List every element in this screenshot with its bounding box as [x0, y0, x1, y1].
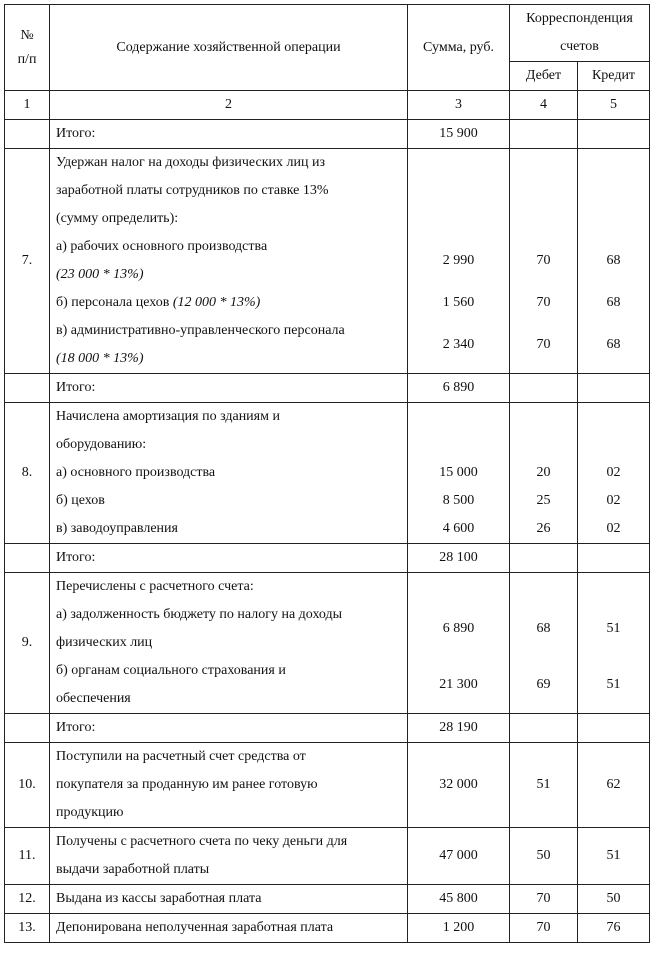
debit-value: 70 [536, 295, 551, 310]
operation-number: 10. [5, 743, 50, 828]
header-num-line2: п/п [17, 51, 37, 67]
desc-line: а) задолженность бюджету по налогу на доходы [56, 607, 343, 622]
header-amount: Сумма, руб. [408, 5, 510, 91]
credit-account: 51 [578, 828, 650, 885]
credit-value: 68 [606, 337, 621, 352]
header-description: Содержание хозяйственной операции [50, 5, 408, 91]
credit-account: 50 [578, 885, 650, 914]
desc-line: физических лиц [56, 635, 153, 650]
operation-amount: 47 000 [408, 828, 510, 885]
debit-value: 20 [536, 465, 551, 480]
amount-value: 21 300 [439, 677, 478, 692]
amount-value: 2 340 [442, 337, 475, 352]
total-amount: 6 890 [408, 374, 510, 403]
desc-line: б) цехов [56, 493, 105, 508]
operation-number: 11. [5, 828, 50, 885]
header-num [5, 5, 50, 91]
operation-amount: 45 800 [408, 885, 510, 914]
operation-description [50, 743, 408, 828]
debit-account [510, 403, 578, 544]
total-label: Итого: [50, 544, 408, 573]
amount-value: 4 600 [442, 521, 475, 536]
calc-text: (12 000 * 13%) [172, 295, 261, 310]
operation-description [50, 573, 408, 714]
operation-row-7 [5, 149, 650, 374]
index-cell: 5 [578, 91, 650, 120]
total-row [5, 120, 650, 149]
operation-description: Депонирована неполученная заработная плата [50, 914, 408, 943]
total-amount: 15 900 [408, 120, 510, 149]
desc-line: обеспечения [56, 691, 131, 706]
amount-value: 8 500 [442, 493, 475, 508]
credit-value: 51 [606, 621, 621, 636]
operation-amount [408, 403, 510, 544]
total-row [5, 714, 650, 743]
debit-account: 70 [510, 914, 578, 943]
credit-value: 02 [606, 493, 621, 508]
credit-account: 76 [578, 914, 650, 943]
credit-value: 68 [606, 295, 621, 310]
total-amount: 28 190 [408, 714, 510, 743]
operation-description [50, 149, 408, 374]
desc-line: Перечислены с расчетного счета: [56, 579, 254, 594]
credit-account [578, 403, 650, 544]
desc-line: в) заводоуправления [56, 521, 178, 536]
desc-line: Получены с расчетного счета по чеку деньги для [56, 834, 348, 849]
operation-description [50, 828, 408, 885]
operation-number: 13. [5, 914, 50, 943]
index-cell: 1 [5, 91, 50, 120]
desc-line: а) рабочих основного производства [56, 239, 268, 254]
debit-value: 68 [536, 621, 551, 636]
desc-line [56, 289, 401, 317]
operation-row-9 [5, 573, 650, 714]
desc-line: а) основного производства [56, 465, 216, 480]
operation-number: 9. [5, 573, 50, 714]
desc-text: б) персонала цехов [56, 295, 173, 310]
debit-account [510, 573, 578, 714]
total-row [5, 374, 650, 403]
debit-value: 69 [536, 677, 551, 692]
desc-line: покупателя за проданную им ранее готовую [56, 777, 318, 792]
desc-line: продукцию [56, 805, 124, 820]
header-row [5, 5, 650, 62]
debit-value: 25 [536, 493, 551, 508]
operation-description [50, 403, 408, 544]
debit-account: 50 [510, 828, 578, 885]
journal-table [4, 4, 650, 943]
desc-line: выдачи заработной платы [56, 862, 210, 877]
calc-line: (23 000 * 13%) [56, 267, 144, 282]
debit-value: 70 [536, 253, 551, 268]
index-cell: 2 [50, 91, 408, 120]
total-label: Итого: [50, 714, 408, 743]
header-credit: Кредит [578, 62, 650, 91]
operation-amount [408, 149, 510, 374]
credit-account [578, 149, 650, 374]
header-num-line1: № [20, 27, 34, 43]
desc-line: Поступили на расчетный счет средства от [56, 749, 306, 764]
operation-number: 12. [5, 885, 50, 914]
operation-amount: 1 200 [408, 914, 510, 943]
credit-account: 62 [578, 743, 650, 828]
operation-number: 7. [5, 149, 50, 374]
amount-value: 15 000 [439, 465, 478, 480]
index-cell: 3 [408, 91, 510, 120]
operation-row-8 [5, 403, 650, 544]
desc-line: б) органам социального страхования и [56, 663, 286, 678]
amount-value: 6 890 [442, 621, 475, 636]
amount-value: 2 990 [442, 253, 475, 268]
desc-line: в) административно-управленческого персонала [56, 323, 345, 338]
operation-amount: 32 000 [408, 743, 510, 828]
desc-line: (сумму определить): [56, 211, 179, 226]
total-label: Итого: [50, 120, 408, 149]
operation-description: Выдана из кассы заработная плата [50, 885, 408, 914]
credit-value: 02 [606, 465, 621, 480]
total-row [5, 544, 650, 573]
debit-account: 51 [510, 743, 578, 828]
total-amount: 28 100 [408, 544, 510, 573]
desc-line: Начислена амортизация по зданиям и [56, 409, 280, 424]
amount-value: 1 560 [442, 295, 475, 310]
operation-amount [408, 573, 510, 714]
desc-line: заработной платы сотрудников по ставке 13% [56, 183, 329, 198]
credit-account [578, 573, 650, 714]
operation-row-11 [5, 828, 650, 885]
operation-row-13 [5, 914, 650, 943]
credit-value: 68 [606, 253, 621, 268]
calc-line: (18 000 * 13%) [56, 351, 144, 366]
desc-line: Удержан налог на доходы физических лиц из [56, 155, 325, 170]
index-row [5, 91, 650, 120]
credit-value: 51 [606, 677, 621, 692]
credit-value: 02 [606, 521, 621, 536]
total-label: Итого: [50, 374, 408, 403]
debit-value: 26 [536, 521, 551, 536]
desc-line: оборудованию: [56, 437, 147, 452]
debit-account [510, 149, 578, 374]
operation-row-12 [5, 885, 650, 914]
debit-account: 70 [510, 885, 578, 914]
header-debit: Дебет [510, 62, 578, 91]
index-cell: 4 [510, 91, 578, 120]
operation-row-10 [5, 743, 650, 828]
operation-number: 8. [5, 403, 50, 544]
debit-value: 70 [536, 337, 551, 352]
header-correspondence: Корреспонденция счетов [510, 5, 650, 62]
